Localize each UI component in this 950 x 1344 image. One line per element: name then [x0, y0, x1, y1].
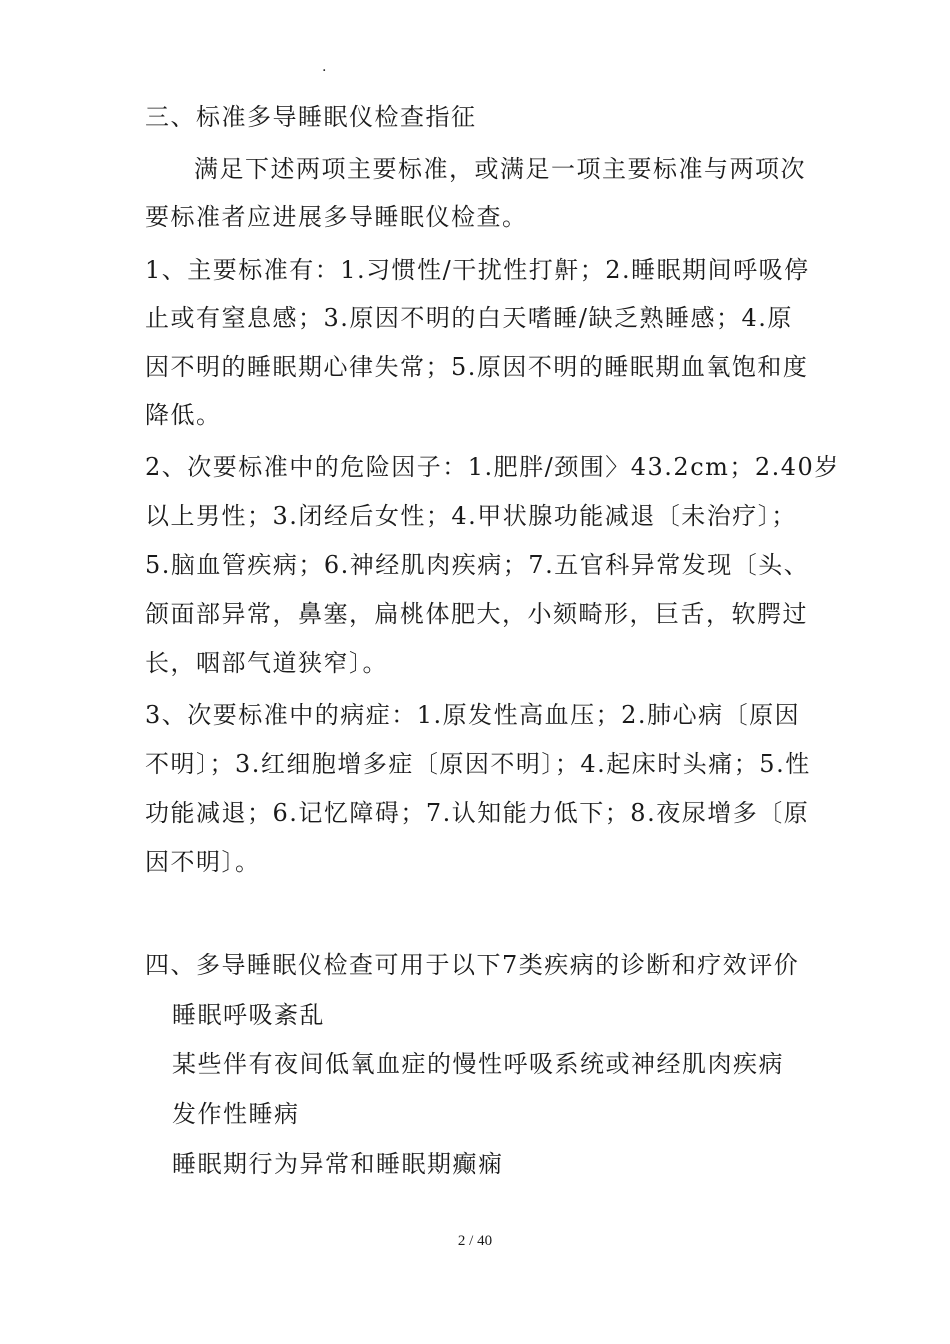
section-3-intro-line-1: 满足下述两项主要标准，或满足一项主要标准与两项次	[194, 155, 806, 183]
item-2-line-3: 5.脑血管疾病；6.神经肌肉疾病；7.五官科异常发现〔头、	[145, 551, 810, 579]
item-3-line-2: 不明〕；3.红细胞增多症〔原因不明〕；4.起床时头痛；5.性	[145, 750, 811, 778]
item-2-line-4: 颌面部异常，鼻塞，扁桃体肥大，小颏畸形，巨舌，软腭过	[145, 600, 808, 628]
header-mark: .	[322, 59, 327, 75]
page-number: 2 / 40	[457, 1233, 493, 1249]
section-3-title: 三、标准多导睡眠仪检查指征	[145, 103, 477, 131]
item-1-line-4: 降低。	[145, 401, 222, 429]
list-item: 发作性睡病	[172, 1100, 300, 1128]
section-4-title: 四、多导睡眠仪检查可用于以下7类疾病的诊断和疗效评价	[145, 951, 800, 979]
item-2-line-1: 2、次要标准中的危险因子：1.肥胖/颈围〉43.2cm；2.40岁	[145, 453, 840, 481]
section-3-intro-line-2: 要标准者应进展多导睡眠仪检查。	[145, 203, 528, 231]
item-3-line-4: 因不明〕。	[145, 848, 261, 876]
list-item: 睡眠期行为异常和睡眠期癫痫	[172, 1150, 504, 1178]
item-2-line-5: 长，咽部气道狭窄〕。	[145, 649, 388, 677]
item-1-line-2: 止或有窒息感；3.原因不明的白天嗜睡/缺乏熟睡感；4.原	[145, 304, 793, 332]
list-item: 某些伴有夜间低氧血症的慢性呼吸系统或神经肌肉疾病	[172, 1050, 784, 1078]
item-3-line-1: 3、次要标准中的病症：1.原发性高血压；2.肺心病〔原因	[145, 701, 801, 729]
list-item: 睡眠呼吸紊乱	[172, 1001, 325, 1029]
item-3-line-3: 功能减退；6.记忆障碍；7.认知能力低下；8.夜尿增多〔原	[145, 799, 810, 827]
item-1-line-3: 因不明的睡眠期心律失常；5.原因不明的睡眠期血氧饱和度	[145, 353, 809, 381]
item-1-line-1: 1、主要标准有：1.习惯性/干扰性打鼾；2.睡眠期间呼吸停	[145, 256, 810, 284]
item-2-line-2: 以上男性；3.闭经后女性；4.甲状腺功能减退〔未治疗〕；	[145, 502, 797, 530]
